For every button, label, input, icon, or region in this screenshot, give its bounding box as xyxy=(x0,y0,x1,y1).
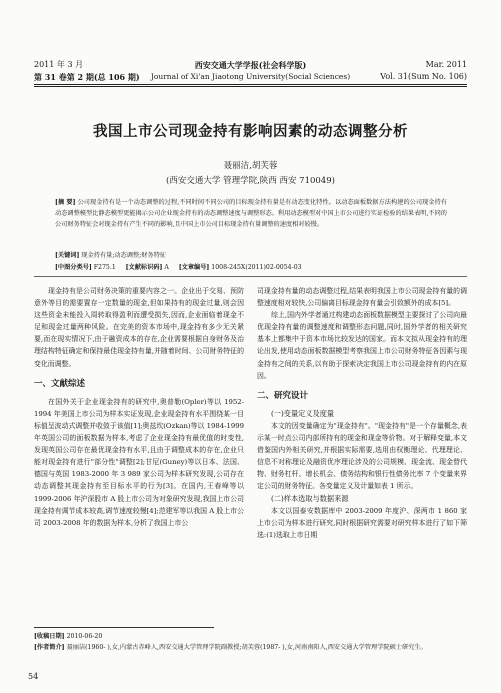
received-date xyxy=(34,632,464,642)
clc-label: [中图分类号] xyxy=(55,264,92,271)
keywords-line xyxy=(55,250,447,261)
sample-paragraph: 本文以国泰安数据库中 2003-2009 年度沪、深两市 1 860 家上市公司为样本进行研究,同时根据研究需要对研究样本进行了如下筛选:(1)选取上市日期 xyxy=(257,506,467,539)
article-no-label: [文章编号] xyxy=(178,264,210,271)
abstract-text: 公司现金持有是一个动态调整的过程,不同时间不同公司的目标现金持有量是有动态变化特性。以动态面板数据方法构建的公司现金持有动态调整模型比静态模型更能揭示公司企业现金持有的动态调整速度与调整形态。利用动态模型对中国上市公司进行实证检验的结果表明,不同的公司财务特征会对现金持有产生不同的影响,且中国上市公司目标现金持有量调整的速度相对较慢。 xyxy=(55,199,448,229)
abstract-label: [摘 要] xyxy=(55,199,76,206)
header-rule-second xyxy=(34,86,467,87)
footnote-rule xyxy=(34,627,214,628)
section-heading-design: 二、研究设计 xyxy=(257,390,309,401)
intro-paragraph: 现金持有是公司财务决策的重要内容之一。企业出于交易、预防意外等目的需要置存一定数量的现金,但如果持有的现金过量,则会因这些资金未能投入周转取得盈利而遭受损失,因而,企业面临着现金不足和现金过量两种风险。在完美的资本市场中,现金持有多少无关紧要,而在现实情况下,由于融资成本的存在,企业需要根据自身财务及治理结构特征确定和保持最佳现金持有量,并随着时间、公司财务特征的变化而调整。 xyxy=(34,287,244,368)
summary-paragraph: 综上,国内外学者通过构建动态面板数据模型主要探讨了公司向最优现金持有量的调整速度和调整形态问题,同时,国外学者的相关研究基本上都集中于资本市场比较发达的国家。而本文拟从现金持有的理论出发,使用动态面板数据模型考察我国上市公司财务特征各因素与现金持有之间的关系,以有助于探索决定我国上市公司现金持有的内在原因。 xyxy=(257,311,467,380)
journal-month-en: Mar. 2011 xyxy=(425,60,467,69)
paper-affiliation: (西安交通大学 管理学院,陕西 西安 710049) xyxy=(166,176,335,186)
journal-date: 2011 年 3 月 xyxy=(34,60,84,69)
received-label: [收稿日期] xyxy=(34,633,65,640)
clc-value: F275.1 xyxy=(93,264,116,271)
author-bio xyxy=(34,643,464,653)
author-bio-label: [作者简介] xyxy=(34,644,65,651)
journal-name-cn: 西安交通大学学报(社会科学版) xyxy=(194,60,307,70)
abstract-rule xyxy=(34,276,467,277)
subsection-sample: (二)样本选取与数据来源 xyxy=(271,493,349,503)
paper-title: 我国上市公司现金持有影响因素的动态调整分析 xyxy=(93,123,408,140)
keywords-text: 现金持有量;动态调整;财务特征 xyxy=(81,252,166,259)
journal-name-en: Journal of Xi'an Jiaotong University(Social Sciences) xyxy=(150,72,351,81)
paper-authors: 聂丽洁,胡芙蓉 xyxy=(223,161,278,171)
doc-code-value: A xyxy=(164,264,169,271)
page-number: 54 xyxy=(28,672,39,681)
classification-line xyxy=(55,262,447,273)
doc-code-label: [文献标识码] xyxy=(125,264,163,271)
literature-continued: 司现金持有量的动态调整过程,结果表明我国上市公司现金持有量的调整速度相对较快,公司偏离目标现金持有量会引致额外的成本[5]。 xyxy=(257,287,467,308)
abstract xyxy=(55,197,447,231)
journal-volume: 第 31 卷第 2 期(总 106 期) xyxy=(34,72,140,82)
subsection-variables: (一)变量定义及度量 xyxy=(271,408,335,418)
section-heading-literature: 一、文献综述 xyxy=(34,378,86,389)
right-column xyxy=(257,285,467,541)
variables-paragraph: 本文的因变量确定为"现金持有"。"现金持有"是一个存量概念,表示某一时点公司内部所持有的现金和现金等价物。对于解释变量,本文借鉴国内外相关研究,并根据实际需要,选用由权衡理论、代理理论、信息不对称理论及融资优序理论涉及的公司规模、现金流、现金替代物、财务杠杆、增长机会、债务结构和银行性债务比率 7 个变量来界定公司的财务特征。各变量定义及计量如表 1 所示。 xyxy=(257,421,467,491)
left-column xyxy=(34,285,244,529)
article-no-value: 1008-245X(2011)02-0054-03 xyxy=(211,264,302,271)
header-rule xyxy=(34,84,467,85)
keywords-label: [关键词] xyxy=(55,252,80,259)
literature-paragraph: 在国外关于企业现金持有的研究中,奥普勒(Opler)等以 1952-1994 年美国上市公司为样本实证发现,企业现金持有水平围绕某一目标值呈波动式调整并收敛于该值[1];奥兹坎(Ozkan)等以 1984-1999 年英国公司的面板数据为样本,考虑了企业现金持有最优值的时变性,发现英国公司存在最优现金持有水平,且由于调整成本的存在,企业只能对现金持有进行"部分性"调整[2];甘尼(Guney)等以日本、法国、德国与英国 1983-2000 年 3 989 家公司为样本研究发现,公司存在动态调整其现金持有至目标水平的行为[3]。在国内,王春峰等以 1999-2006 年沪深股市 A 股上市公司为对象研究发现,我国上市公司现金持有调节成本较高,调节速度较慢[4];范建军等以我国 A 股上市公司 2003-2008 年的数据为样本,分析了我国上市公 xyxy=(34,397,244,527)
author-bio-text: 聂丽洁(1960- ),女,内蒙古赤峰人,西安交通大学管理学院副教授;胡芙蓉(1987- ),女,河南南阳人,西安交通大学管理学院硕士研究生。 xyxy=(66,644,427,651)
received-value: 2010-06-20 xyxy=(66,633,103,640)
journal-volume-en: Vol. 31(Sum No. 106) xyxy=(380,72,467,81)
